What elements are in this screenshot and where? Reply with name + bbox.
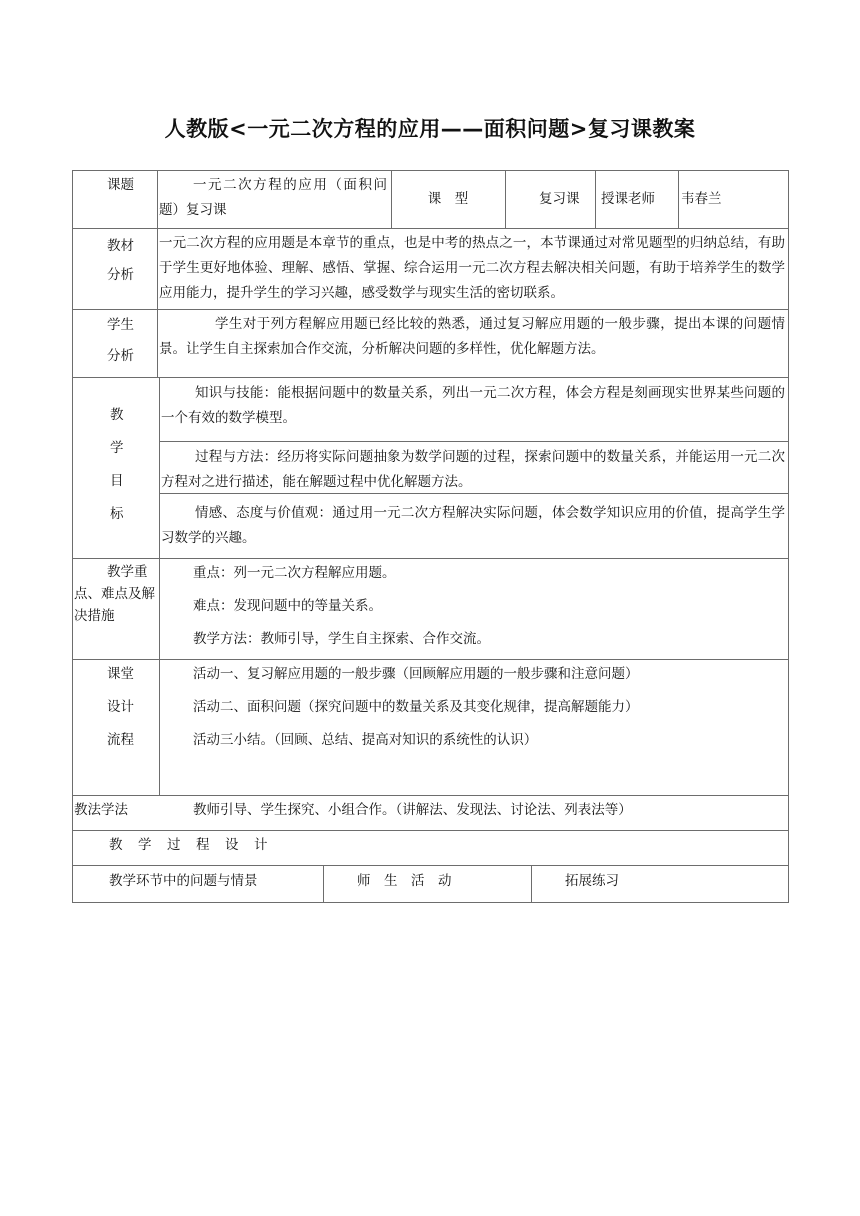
- teacher-value: 韦春兰: [681, 191, 722, 207]
- flow-label-1: 课堂: [107, 666, 134, 682]
- teacher-label: 授课老师: [601, 191, 655, 207]
- student-analysis-label-2: 分析: [107, 348, 134, 364]
- process-design-heading: 教 学 过 程 设 计: [109, 837, 269, 853]
- goal-process-text: 过程与方法：经历将实际问题抽象为数学问题的过程，探索问题中的数量关系，并能运用一元二次方程对之进行描述，能在解题过程中优化解题方法。: [161, 449, 785, 490]
- type-value: 复习课: [539, 191, 580, 207]
- student-analysis-text: 学生对于列方程解应用题已经比较的熟悉，通过复习解应用题的一般步骤，提出本课的问题情景。让学生自主探索加合作交流，分析解决问题的多样性，优化解题方法。: [159, 316, 785, 357]
- activity-3-text: 活动三小结。（回顾、总结、提高对知识的系统性的认识）: [193, 732, 538, 748]
- column-extension-exercise: 拓展练习: [565, 873, 619, 889]
- column-teacher-student-activity: 师 生 活 动: [357, 873, 452, 889]
- student-analysis-label-1: 学生: [107, 317, 134, 333]
- difficulty-text: 难点：发现问题中的等量关系。: [193, 598, 382, 614]
- goal-emotion-text: 情感、态度与价值观：通过用一元二次方程解决实际问题，体会数学知识应用的价值，提高学生学习数学的兴趣。: [161, 505, 785, 546]
- material-analysis-text: 一元二次方程的应用题是本章节的重点，也是中考的热点之一，本节课通过对常见题型的归纳总结，有助于学生更好地体验、理解、感悟、掌握、综合运用一元二次方程去解决相关问题，有助于培养学生的数学应用能力，提升学生的学习兴趣，感受数学与现实生活的密切联系。: [159, 235, 785, 301]
- goal-knowledge-text: 知识与技能：能根据问题中的数量关系，列出一元二次方程，体会方程是刻画现实世界某些问题的一个有效的数学模型。: [161, 385, 785, 426]
- column-problem-situation: 教学环节中的问题与情景: [109, 873, 258, 889]
- document-title: 人教版<一元二次方程的应用——面积问题>复习课教案: [164, 117, 696, 141]
- topic-label: 课题: [107, 177, 134, 193]
- activity-1-text: 活动一、复习解应用题的一般步骤（回顾解应用题的一般步骤和注意问题）: [193, 666, 639, 682]
- goals-label-char-1: 教: [110, 407, 124, 423]
- key-points-label-3: 决措施: [74, 608, 115, 624]
- flow-label-2: 设计: [107, 699, 134, 715]
- material-analysis-label-1: 教材: [107, 238, 134, 254]
- key-point-text: 重点：列一元二次方程解应用题。: [193, 565, 396, 581]
- methods-label: 教法学法: [74, 802, 128, 818]
- goals-label-char-4: 标: [110, 506, 124, 522]
- method-text: 教学方法：教师引导，学生自主探索、合作交流。: [193, 631, 490, 647]
- type-label: 课 型: [427, 191, 469, 207]
- methods-text: 教师引导、学生探究、小组合作。（讲解法、发现法、讨论法、列表法等）: [193, 802, 632, 818]
- material-analysis-label-2: 分析: [107, 267, 134, 283]
- activity-2-text: 活动二、面积问题（探究问题中的数量关系及其变化规律，提高解题能力）: [193, 699, 639, 715]
- flow-label-3: 流程: [107, 732, 134, 748]
- key-points-label-1: 教学重: [107, 564, 148, 580]
- goals-label-char-2: 学: [110, 440, 124, 456]
- goals-label-char-3: 目: [110, 473, 124, 489]
- lesson-plan-table: [72, 170, 789, 903]
- key-points-label-2: 点、难点及解: [74, 586, 155, 602]
- topic-value: 一元二次方程的应用（面积问题）复习课: [159, 177, 387, 218]
